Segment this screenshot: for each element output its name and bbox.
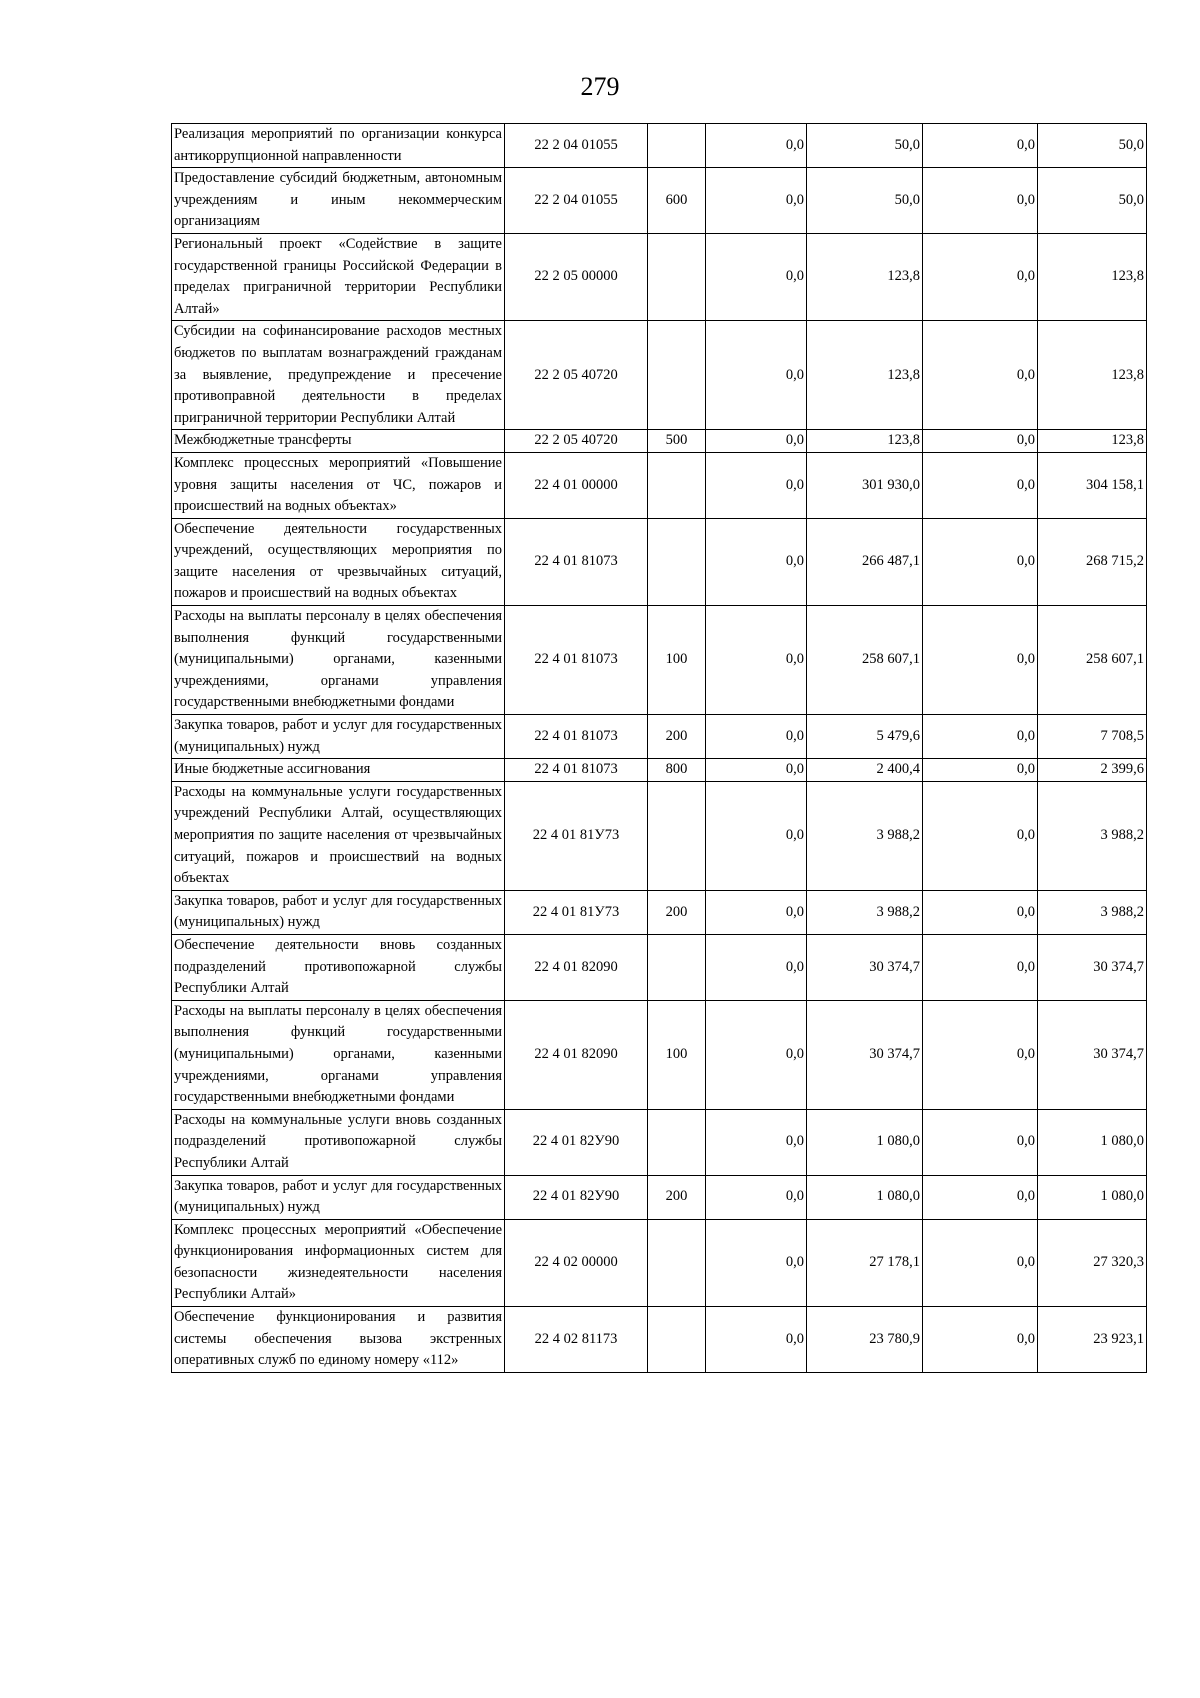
row-value-4-cell: 23 923,1	[1038, 1307, 1147, 1373]
row-name-cell: Обеспечение деятельности вновь созданных подразделений противопожарной службы Республики Алтай	[172, 934, 505, 1000]
row-value-1-cell: 0,0	[706, 321, 807, 430]
row-code-cell: 22 4 02 00000	[505, 1219, 648, 1306]
row-name-cell: Закупка товаров, работ и услуг для государственных (муниципальных) нужд	[172, 715, 505, 759]
row-value-3-cell: 0,0	[923, 1219, 1038, 1306]
row-expense-type-cell	[648, 518, 706, 605]
row-value-2-cell: 23 780,9	[807, 1307, 923, 1373]
table-row	[172, 233, 1147, 320]
row-value-4-cell: 268 715,2	[1038, 518, 1147, 605]
row-value-3-cell: 0,0	[923, 715, 1038, 759]
budget-table	[171, 123, 1147, 1373]
row-value-4-cell: 30 374,7	[1038, 934, 1147, 1000]
row-value-3-cell: 0,0	[923, 1109, 1038, 1175]
row-code-cell: 22 2 04 01055	[505, 168, 648, 234]
row-code-cell: 22 4 01 81073	[505, 759, 648, 782]
row-value-2-cell: 2 400,4	[807, 759, 923, 782]
table-row	[172, 606, 1147, 715]
row-value-4-cell: 50,0	[1038, 124, 1147, 168]
row-value-1-cell: 0,0	[706, 1109, 807, 1175]
row-value-2-cell: 27 178,1	[807, 1219, 923, 1306]
row-name-cell: Субсидии на софинансирование расходов местных бюджетов по выплатам вознаграждений гражданам за выявление, предупреждение и пресечение противоправной деятельности в пределах приграничной территории Республики Алтай	[172, 321, 505, 430]
row-code-cell: 22 4 01 81073	[505, 606, 648, 715]
row-value-4-cell: 3 988,2	[1038, 890, 1147, 934]
row-expense-type-cell	[648, 1219, 706, 1306]
row-value-2-cell: 266 487,1	[807, 518, 923, 605]
row-expense-type-cell: 200	[648, 715, 706, 759]
row-name-cell: Обеспечение функционирования и развития системы обеспечения вызова экстренных оперативных служб по единому номеру «112»	[172, 1307, 505, 1373]
row-value-2-cell: 258 607,1	[807, 606, 923, 715]
row-expense-type-cell	[648, 1109, 706, 1175]
row-expense-type-cell: 100	[648, 1000, 706, 1109]
table-row	[172, 321, 1147, 430]
row-code-cell: 22 4 01 81073	[505, 518, 648, 605]
row-value-2-cell: 123,8	[807, 233, 923, 320]
row-value-4-cell: 50,0	[1038, 168, 1147, 234]
table-row	[172, 1109, 1147, 1175]
row-name-cell: Региональный проект «Содействие в защите государственной границы Российской Федерации в пределах приграничной территории Республики Алтай»	[172, 233, 505, 320]
table-row	[172, 1307, 1147, 1373]
row-value-2-cell: 1 080,0	[807, 1175, 923, 1219]
row-name-cell: Закупка товаров, работ и услуг для государственных (муниципальных) нужд	[172, 890, 505, 934]
row-name-cell: Расходы на коммунальные услуги вновь созданных подразделений противопожарной службы Республики Алтай	[172, 1109, 505, 1175]
row-value-2-cell: 5 479,6	[807, 715, 923, 759]
row-value-4-cell: 258 607,1	[1038, 606, 1147, 715]
table-row	[172, 1219, 1147, 1306]
row-value-4-cell: 30 374,7	[1038, 1000, 1147, 1109]
row-value-4-cell: 123,8	[1038, 430, 1147, 453]
row-value-4-cell: 2 399,6	[1038, 759, 1147, 782]
table-row	[172, 124, 1147, 168]
row-value-3-cell: 0,0	[923, 1000, 1038, 1109]
row-value-1-cell: 0,0	[706, 1219, 807, 1306]
row-value-1-cell: 0,0	[706, 430, 807, 453]
row-value-1-cell: 0,0	[706, 233, 807, 320]
row-code-cell: 22 4 01 81073	[505, 715, 648, 759]
row-code-cell: 22 4 02 81173	[505, 1307, 648, 1373]
row-value-4-cell: 1 080,0	[1038, 1109, 1147, 1175]
row-name-cell: Комплекс процессных мероприятий «Повышение уровня защиты населения от ЧС, пожаров и происшествий на водных объектах»	[172, 452, 505, 518]
row-value-3-cell: 0,0	[923, 430, 1038, 453]
row-expense-type-cell	[648, 452, 706, 518]
row-code-cell: 22 4 01 82090	[505, 1000, 648, 1109]
row-code-cell: 22 4 01 81У73	[505, 890, 648, 934]
table-row	[172, 452, 1147, 518]
row-expense-type-cell	[648, 321, 706, 430]
table-row	[172, 890, 1147, 934]
row-value-1-cell: 0,0	[706, 759, 807, 782]
table-row	[172, 430, 1147, 453]
row-value-1-cell: 0,0	[706, 1000, 807, 1109]
row-value-2-cell: 3 988,2	[807, 781, 923, 890]
row-value-3-cell: 0,0	[923, 759, 1038, 782]
row-value-3-cell: 0,0	[923, 1175, 1038, 1219]
row-expense-type-cell: 800	[648, 759, 706, 782]
row-value-2-cell: 50,0	[807, 168, 923, 234]
row-value-2-cell: 30 374,7	[807, 1000, 923, 1109]
row-name-cell: Реализация мероприятий по организации конкурса антикоррупционной направленности	[172, 124, 505, 168]
row-value-2-cell: 1 080,0	[807, 1109, 923, 1175]
row-value-4-cell: 7 708,5	[1038, 715, 1147, 759]
row-expense-type-cell: 500	[648, 430, 706, 453]
row-code-cell: 22 4 01 81У73	[505, 781, 648, 890]
row-value-1-cell: 0,0	[706, 168, 807, 234]
row-value-4-cell: 1 080,0	[1038, 1175, 1147, 1219]
row-name-cell: Расходы на выплаты персоналу в целях обеспечения выполнения функций государственными (муниципальными) органами, казенными учреждениями, органами управления государственными внебюджетными фондами	[172, 1000, 505, 1109]
row-name-cell: Расходы на выплаты персоналу в целях обеспечения выполнения функций государственными (муниципальными) органами, казенными учреждениями, органами управления государственными внебюджетными фондами	[172, 606, 505, 715]
row-code-cell: 22 4 01 82У90	[505, 1175, 648, 1219]
row-expense-type-cell	[648, 124, 706, 168]
row-value-3-cell: 0,0	[923, 934, 1038, 1000]
row-value-2-cell: 30 374,7	[807, 934, 923, 1000]
row-value-1-cell: 0,0	[706, 1307, 807, 1373]
row-value-1-cell: 0,0	[706, 781, 807, 890]
row-name-cell: Обеспечение деятельности государственных учреждений, осуществляющих мероприятия по защите населения от чрезвычайных ситуаций, пожаров и происшествий на водных объектах	[172, 518, 505, 605]
row-value-1-cell: 0,0	[706, 1175, 807, 1219]
row-code-cell: 22 2 05 00000	[505, 233, 648, 320]
row-code-cell: 22 4 01 82У90	[505, 1109, 648, 1175]
row-value-4-cell: 123,8	[1038, 321, 1147, 430]
row-code-cell: 22 4 01 00000	[505, 452, 648, 518]
row-expense-type-cell: 100	[648, 606, 706, 715]
budget-table-body	[172, 124, 1147, 1373]
row-value-2-cell: 3 988,2	[807, 890, 923, 934]
table-row	[172, 1000, 1147, 1109]
row-value-1-cell: 0,0	[706, 890, 807, 934]
row-value-4-cell: 123,8	[1038, 233, 1147, 320]
table-row	[172, 518, 1147, 605]
row-value-3-cell: 0,0	[923, 1307, 1038, 1373]
table-row	[172, 934, 1147, 1000]
row-name-cell: Закупка товаров, работ и услуг для государственных (муниципальных) нужд	[172, 1175, 505, 1219]
row-value-2-cell: 123,8	[807, 321, 923, 430]
table-row	[172, 1175, 1147, 1219]
row-value-1-cell: 0,0	[706, 452, 807, 518]
table-row	[172, 168, 1147, 234]
row-expense-type-cell: 600	[648, 168, 706, 234]
table-row	[172, 759, 1147, 782]
row-value-2-cell: 123,8	[807, 430, 923, 453]
row-value-3-cell: 0,0	[923, 321, 1038, 430]
row-value-2-cell: 50,0	[807, 124, 923, 168]
row-code-cell: 22 4 01 82090	[505, 934, 648, 1000]
row-value-1-cell: 0,0	[706, 715, 807, 759]
row-expense-type-cell	[648, 233, 706, 320]
row-code-cell: 22 2 04 01055	[505, 124, 648, 168]
row-expense-type-cell	[648, 934, 706, 1000]
row-name-cell: Предоставление субсидий бюджетным, автономным учреждениям и иным некоммерческим организациям	[172, 168, 505, 234]
row-value-4-cell: 3 988,2	[1038, 781, 1147, 890]
row-expense-type-cell	[648, 781, 706, 890]
row-value-1-cell: 0,0	[706, 606, 807, 715]
row-value-3-cell: 0,0	[923, 606, 1038, 715]
row-expense-type-cell	[648, 1307, 706, 1373]
row-value-4-cell: 27 320,3	[1038, 1219, 1147, 1306]
row-value-3-cell: 0,0	[923, 233, 1038, 320]
row-value-3-cell: 0,0	[923, 124, 1038, 168]
row-value-3-cell: 0,0	[923, 518, 1038, 605]
row-name-cell: Иные бюджетные ассигнования	[172, 759, 505, 782]
row-value-1-cell: 0,0	[706, 934, 807, 1000]
row-value-1-cell: 0,0	[706, 124, 807, 168]
page-number: 279	[580, 72, 620, 101]
row-value-3-cell: 0,0	[923, 452, 1038, 518]
row-name-cell: Межбюджетные трансферты	[172, 430, 505, 453]
row-value-1-cell: 0,0	[706, 518, 807, 605]
row-value-2-cell: 301 930,0	[807, 452, 923, 518]
row-name-cell: Комплекс процессных мероприятий «Обеспечение функционирования информационных систем для безопасности жизнедеятельности населения Республики Алтай»	[172, 1219, 505, 1306]
row-value-4-cell: 304 158,1	[1038, 452, 1147, 518]
row-expense-type-cell: 200	[648, 1175, 706, 1219]
table-row	[172, 781, 1147, 890]
row-value-3-cell: 0,0	[923, 781, 1038, 890]
row-name-cell: Расходы на коммунальные услуги государственных учреждений Республики Алтай, осуществляющих мероприятия по защите населения от чрезвычайных ситуаций, пожаров и происшествий на водных объектах	[172, 781, 505, 890]
table-row	[172, 715, 1147, 759]
row-value-3-cell: 0,0	[923, 168, 1038, 234]
row-code-cell: 22 2 05 40720	[505, 430, 648, 453]
row-code-cell: 22 2 05 40720	[505, 321, 648, 430]
row-expense-type-cell: 200	[648, 890, 706, 934]
row-value-3-cell: 0,0	[923, 890, 1038, 934]
